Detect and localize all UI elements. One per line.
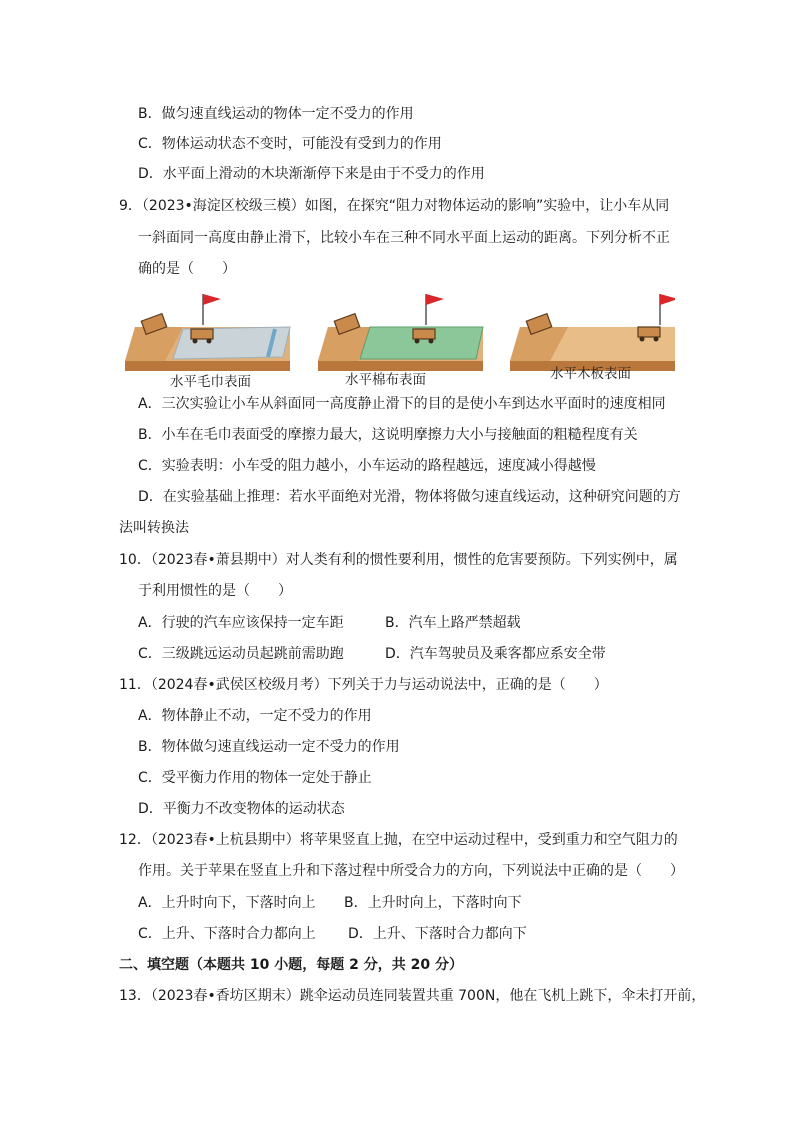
- q11-option-c: C．受平衡力作用的物体一定处于静止: [138, 770, 372, 786]
- q10-options-row2: [138, 644, 606, 664]
- q8-option-d: D．水平面上滑动的木块渐渐停下来是由于不受力的作用: [138, 166, 485, 182]
- panel-towel: [125, 294, 290, 371]
- caption-wood: 水平木板表面: [550, 366, 631, 382]
- q12-option-c: C．上升、下落时合力都向上: [138, 926, 316, 942]
- section-heading-fill-blank: 二、填空题（本题共 10 小题，每题 2 分，共 20 分）: [119, 957, 463, 973]
- q10-option-a: A．行驶的汽车应该保持一定车距: [138, 615, 344, 631]
- q10-option-d: D．汽车驾驶员及乘客都应系安全带: [385, 646, 606, 662]
- q9-stem-line3: 确的是（ ）: [138, 261, 236, 277]
- q10-options-row1: [138, 613, 521, 633]
- q9-option-a: A．三次实验让小车从斜面同一高度静止滑下的目的是使小车到达水平面时的速度相同: [138, 396, 666, 412]
- q13-stem-line1: 13．（2023春•香坊区期末）跳伞运动员连同装置共重 700N，他在飞机上跳下，伞未打开前，: [119, 988, 706, 1004]
- q10-option-c: C．三级跳远运动员起跳前需助跑: [138, 646, 344, 662]
- q11-option-d: D．平衡力不改变物体的运动状态: [138, 801, 345, 817]
- q8-option-b: B．做匀速直线运动的物体一定不受力的作用: [138, 106, 414, 122]
- panel-wood: [510, 294, 675, 371]
- q11-option-a: A．物体静止不动，一定不受力的作用: [138, 708, 372, 724]
- caption-cotton: 水平棉布表面: [345, 372, 426, 388]
- q9-option-c: C．实验表明：小车受的阻力越小，小车运动的路程越远，速度减小得越慢: [138, 458, 596, 474]
- q12-stem-line2: 作用。关于苹果在竖直上升和下落过程中所受合力的方向，下列说法中正确的是（ ）: [138, 863, 684, 879]
- q12-options-row1: [138, 893, 522, 913]
- q11-stem: 11．（2024春•武侯区校级月考）下列关于力与运动说法中，正确的是（ ）: [119, 677, 608, 693]
- q9-option-d-cont: 法叫转换法: [119, 520, 189, 536]
- q10-stem-line1: 10．（2023春•萧县期中）对人类有利的惯性要利用，惯性的危害要预防。下列实例中，属: [119, 552, 678, 568]
- q12-options-row2: [138, 924, 527, 944]
- q10-stem-line2: 于利用惯性的是（ ）: [138, 583, 292, 599]
- caption-towel: 水平毛巾表面: [170, 374, 251, 390]
- q12-option-b: B．上升时向上，下落时向下: [344, 895, 522, 911]
- q12-stem-line1: 12．（2023春•上杭县期中）将苹果竖直上抛，在空中运动过程中，受到重力和空气阻力的: [119, 832, 678, 848]
- q8-option-c: C．物体运动状态不变时，可能没有受到力的作用: [138, 136, 442, 152]
- q11-option-b: B．物体做匀速直线运动一定不受力的作用: [138, 739, 400, 755]
- q9-option-d: D．在实验基础上推理：若水平面绝对光滑，物体将做匀速直线运动，这种研究问题的方: [138, 489, 681, 505]
- q9-stem-line2: 一斜面同一高度由静止滑下，比较小车在三种不同水平面上运动的距离。下列分析不正: [138, 230, 670, 246]
- q12-option-d: D．上升、下落时合力都向下: [348, 926, 527, 942]
- q9-stem-line1: 9．（2023•海淀区校级三模）如图，在探究“阻力对物体运动的影响”实验中，让小车从同: [119, 198, 670, 214]
- q10-option-b: B．汽车上路严禁超载: [385, 615, 521, 631]
- q9-option-b: B．小车在毛巾表面受的摩擦力最大，这说明摩擦力大小与接触面的粗糙程度有关: [138, 427, 638, 443]
- q12-option-a: A．上升时向下，下落时向上: [138, 895, 316, 911]
- panel-cotton: [318, 294, 483, 371]
